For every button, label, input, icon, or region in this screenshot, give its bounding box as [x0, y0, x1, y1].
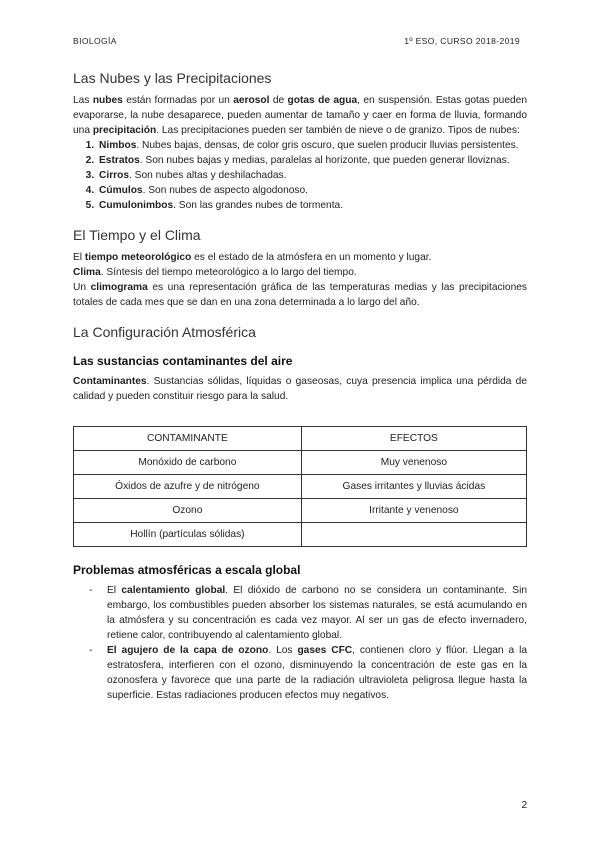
- contaminants-table: [73, 426, 527, 547]
- list-item: 4. Cúmulos. Son nubes de aspecto algodonoso.: [97, 183, 527, 198]
- table-cell: [301, 523, 526, 547]
- header-course: 1º ESO, CURSO 2018-2019: [404, 36, 520, 46]
- section-title-tiempo: El Tiempo y el Clima: [73, 227, 201, 243]
- table-cell: Ozono: [74, 499, 302, 523]
- climograma-paragraph: Un climograma es una representación gráfica de las temperaturas medias y las precipitaciones totales de cada mes que se dan en una zona determinada a lo largo del año.: [73, 282, 527, 308]
- subtitle-problemas: Problemas atmosféricas a escala global: [73, 563, 301, 577]
- section-title-nubes: Las Nubes y las Precipitaciones: [73, 70, 272, 86]
- table-header-cell: EFECTOS: [301, 427, 526, 451]
- problems-list: [73, 583, 527, 703]
- subtitle-contaminantes: Las sustancias contaminantes del aire: [73, 354, 293, 368]
- table-row: [74, 451, 527, 475]
- contaminantes-paragraph: Contaminantes. Sustancias sólidas, líquidas o gaseosas, cuya presencia implica una pérdida de calidad y pueden constituir riesgo para la salud.: [73, 376, 527, 402]
- table-header-cell: CONTAMINANTE: [74, 427, 302, 451]
- page-content: [73, 70, 527, 703]
- table-cell: Monóxido de carbono: [74, 451, 302, 475]
- cloud-types-list: [73, 138, 527, 213]
- list-item: 5. Cumulonimbos. Son las grandes nubes de tormenta.: [97, 198, 527, 213]
- table-cell: Gases irritantes y lluvias ácidas: [301, 475, 526, 499]
- list-item: - El calentamiento global. El dióxido de carbono no se considera un contaminante. Sin embargo, los combustibles pueden absorber los sistemas naturales, se está acumulando en la atmósfera y su concentración es cada vez mayor. Al ser un gas de efecto invernadero, retiene calor, contribuyendo al calentamiento global.: [89, 585, 527, 641]
- table-row: [74, 523, 527, 547]
- clima-paragraph: Clima. Síntesis del tiempo meteorológico a lo largo del tiempo.: [73, 267, 357, 278]
- table-row: [74, 475, 527, 499]
- table-cell: Irritante y venenoso: [301, 499, 526, 523]
- nubes-intro-paragraph: Las nubes están formadas por un aerosol de gotas de agua, en suspensión. Estas gotas pueden evaporarse, la nube desaparece, pueden aumentar de tamaño y caer en forma de lluvia, formando una precipitación. Las precipitaciones pueden ser también de nieve o de granizo. Tipos de nubes:: [73, 95, 527, 136]
- section-title-atmosfera: La Configuración Atmosférica: [73, 324, 256, 340]
- table-cell: Hollín (partículas sólidas): [74, 523, 302, 547]
- table-row: [74, 499, 527, 523]
- list-item: 2. Estratos. Son nubes bajas y medias, paralelas al horizonte, que pueden generar lloviznas.: [97, 153, 527, 168]
- table-cell: Muy venenoso: [301, 451, 526, 475]
- header-subject: BIOLOGÍA: [73, 36, 117, 46]
- list-item: 3. Cirros. Son nubes altas y deshilachadas.: [97, 168, 527, 183]
- list-item: - El agujero de la capa de ozono. Los gases CFC, contienen cloro y flúor. Llegan a la estratosfera, interfieren con el ozono, disminuyendo la concentración de este gas en la ozonosfera y favorece que una parte de la radiación ultravioleta peligrosa llegue hasta la superficie. Estas radiaciones producen efectos muy negativos.: [89, 645, 527, 701]
- table-cell: Óxidos de azufre y de nitrógeno: [74, 475, 302, 499]
- tiempo-paragraph: El tiempo meteorológico es el estado de la atmósfera en un momento y lugar.: [73, 252, 432, 263]
- table-header-row: [74, 427, 527, 451]
- list-item: 1. Nimbos. Nubes bajas, densas, de color gris oscuro, que suelen producir lluvias persistentes.: [97, 138, 527, 153]
- page-number: 2: [521, 800, 527, 811]
